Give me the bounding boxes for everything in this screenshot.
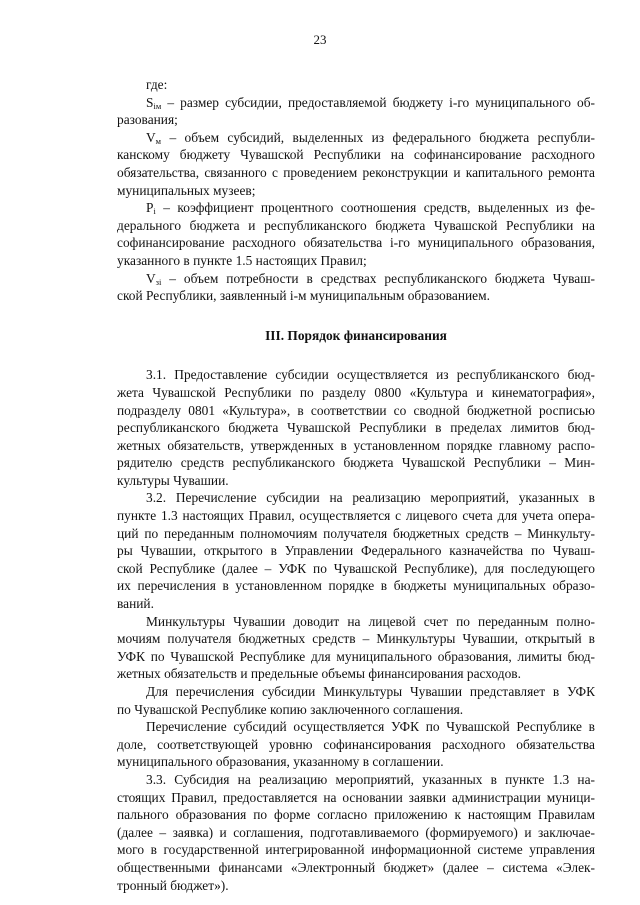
definition-line: ской Республики, заявленный i-м муниципальным образованием. bbox=[117, 288, 490, 304]
paragraph-line: мого в государственной интегрированной информационной системе управления bbox=[117, 842, 595, 858]
variable-subscript: i bbox=[153, 206, 156, 217]
paragraph-line: ры Чувашии, открытого в Управлении Федерального казначейства по Чуваш- bbox=[117, 543, 595, 559]
paragraph-line: жета Чувашской Республики по разделу 0800 «Культура и кинематография», bbox=[117, 384, 595, 400]
paragraph bbox=[117, 771, 595, 894]
definition-line: дерального бюджета и республиканского бюджета Чувашской Республики на bbox=[117, 217, 595, 233]
paragraph bbox=[117, 683, 595, 718]
definition-line bbox=[117, 199, 595, 217]
definition-text: – объем потребности в средствах республиканского бюджета Чуваш- bbox=[161, 270, 595, 286]
definition-line: муниципальных музеев; bbox=[117, 182, 256, 198]
variable-symbol: P bbox=[146, 200, 154, 216]
variable-subscript: м bbox=[155, 135, 162, 146]
paragraph-line: (далее – заявка) и соглашения, подготавливаемого (формируемого) и заключае- bbox=[117, 824, 595, 840]
paragraph-line: рядителю средств республиканского бюджета Чувашской Республики – Мин- bbox=[117, 455, 595, 471]
paragraph-line: их перечисления в установленном порядке в бюджеты муниципальных образо- bbox=[117, 578, 595, 594]
paragraph-line: ций по переданным полномочиям получателя бюджетных средств – Минкульту- bbox=[117, 525, 595, 541]
paragraph-line: тронный бюджет»). bbox=[117, 877, 229, 893]
paragraph-line: 3.1. Предоставление субсидии осуществляется из республиканского бюд- bbox=[146, 367, 595, 383]
paragraph-line: 3.3. Субсидия на реализацию мероприятий, указанных в пункте 1.3 на- bbox=[146, 771, 595, 787]
page-number: 23 bbox=[313, 32, 327, 47]
paragraph bbox=[117, 718, 595, 771]
paragraph-line: жетных обязательств и предельные объемы финансирования расходов. bbox=[117, 666, 521, 682]
variable-symbol: V bbox=[146, 129, 156, 145]
definition-text: – размер субсидии, предоставляемой бюджету i-го муниципального об- bbox=[161, 94, 595, 110]
definition-text: – объем субсидий, выделенных из федерального бюджета республи- bbox=[161, 129, 595, 145]
page-content bbox=[117, 76, 595, 894]
paragraph-line: доле, соответствующей уровню софинансирования расходного обязательства bbox=[117, 736, 595, 752]
definition-line: указанного в пункте 1.5 настоящих Правил; bbox=[117, 252, 367, 268]
paragraph-line: подразделу 0801 «Культура», в соответствии со сводной бюджетной росписью bbox=[117, 402, 595, 418]
paragraph-line: пункте 1.3 настоящих Правил, осуществляется с лицевого счета для учета опера- bbox=[117, 508, 595, 524]
paragraph-line: республиканского бюджета Чувашской Республики в пределах лимитов бюд- bbox=[117, 420, 595, 436]
definition-line bbox=[117, 129, 595, 147]
definitions-intro: где: bbox=[146, 77, 168, 92]
definition-line: софинансирование расходного обязательства i-го муниципального образования, bbox=[117, 235, 595, 251]
definition-line: обязательства, связанного с проведением реконструкции и капитального ремонта bbox=[117, 164, 595, 180]
paragraphs-block bbox=[117, 366, 595, 894]
paragraph-line: ской Республике (далее – УФК по Чувашской Республике), для последующего bbox=[117, 560, 595, 576]
section-heading: III. Порядок финансирования bbox=[265, 327, 447, 343]
paragraph-line: мочиям получателя бюджетных средств – Минкультуры Чувашии, открытый в bbox=[117, 631, 595, 647]
paragraph-line: 3.2. Перечисление субсидии на реализацию мероприятий, указанных в bbox=[146, 490, 595, 506]
paragraph bbox=[117, 489, 595, 612]
definitions-block bbox=[117, 76, 595, 305]
definition-text: – коэффициент процентного соотношения средств, выделенных из фе- bbox=[155, 200, 595, 216]
paragraph-line: муниципального образования, указанному в соглашении. bbox=[117, 754, 444, 770]
paragraph-line: стоящих Правил, предоставляется на основании заявки администрации муници- bbox=[117, 789, 595, 805]
definition-line bbox=[117, 270, 595, 288]
paragraph-line: УФК по Чувашской Республике для муниципального образования, лимиты бюд- bbox=[117, 648, 595, 664]
definition-line bbox=[117, 94, 595, 112]
paragraph-line: по Чувашской Республике копию заключенного соглашения. bbox=[117, 701, 464, 717]
paragraph-line: общественными финансами «Электронный бюджет» (далее – система «Элек- bbox=[117, 859, 595, 875]
definition-line: разования; bbox=[117, 112, 178, 128]
variable-symbol: S bbox=[146, 94, 154, 110]
paragraph-line: пального образования по форме согласно приложению к настоящим Правилам bbox=[117, 807, 595, 823]
paragraph-line: Для перечисления субсидии Минкультуры Чувашии представляет в УФК bbox=[146, 684, 595, 699]
definition-line: канскому бюджету Чувашской Республики на софинансирование расходного bbox=[117, 147, 595, 163]
variable-symbol: V bbox=[146, 270, 156, 286]
paragraph-line: культуры Чувашии. bbox=[117, 472, 229, 488]
paragraph-line: Минкультуры Чувашии доводит на лицевой счет по переданным полно- bbox=[146, 613, 595, 629]
paragraph-line: жетных обязательств, утвержденных в установленном порядке главному распо- bbox=[117, 437, 595, 453]
paragraph bbox=[117, 366, 595, 489]
variable-subscript: зi bbox=[155, 276, 162, 287]
paragraph bbox=[117, 613, 595, 683]
paragraph-line: ваний. bbox=[117, 596, 154, 612]
variable-subscript: iм bbox=[153, 100, 162, 111]
paragraph-line: Перечисление субсидий осуществляется УФК по Чувашской Республике в bbox=[146, 719, 595, 735]
